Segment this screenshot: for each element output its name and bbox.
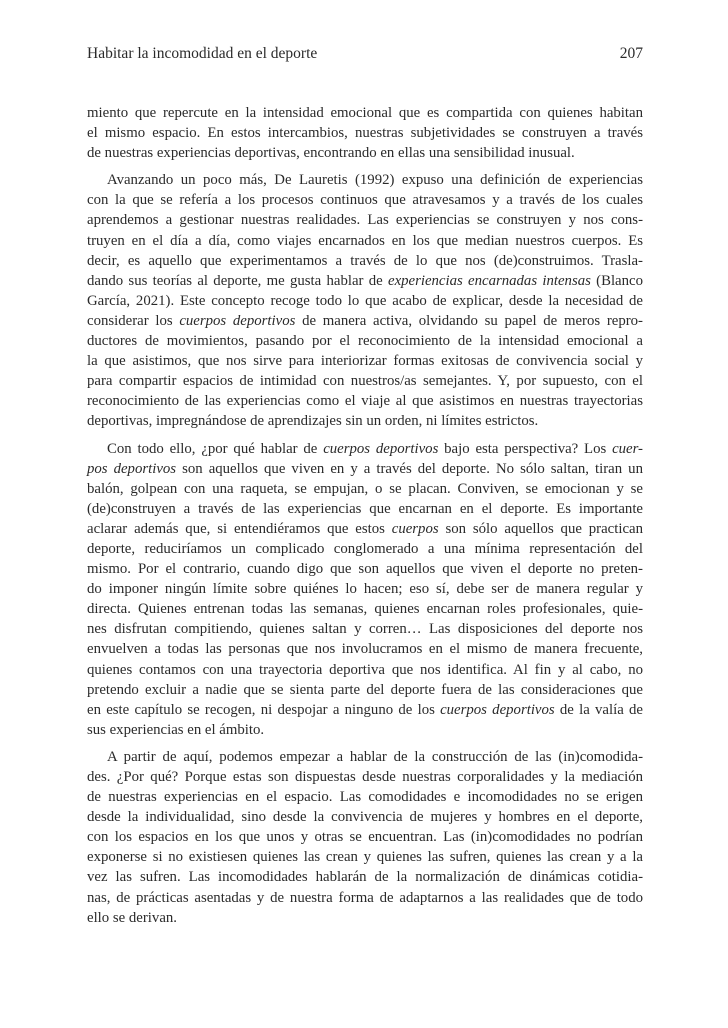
text-line	[87, 411, 643, 431]
italic-term: pos deportivos	[87, 460, 177, 477]
text-segment: quienes contamos con una trayectoria deportiva que nos identifica. Al fin y al cabo, no	[87, 661, 643, 678]
text-line	[87, 311, 643, 331]
italic-term: cuerpos deportivos	[179, 312, 296, 329]
text-line	[87, 847, 643, 867]
text-line	[87, 190, 643, 210]
text-line	[87, 867, 643, 887]
text-segment: de la valía de	[554, 701, 643, 718]
italic-term: experiencias encarnadas intensas	[388, 272, 591, 289]
text-line	[87, 888, 643, 908]
text-line	[87, 170, 643, 190]
text-segment: el mismo espacio. En estos intercambios, nuestras subjetividades se construyen a través	[87, 125, 643, 142]
text-line	[87, 827, 643, 847]
paragraph	[87, 103, 643, 163]
text-line	[87, 660, 643, 680]
text-segment: de nuestras experiencias en el espacio. Las comodidades e incomodidades no se erigen	[87, 789, 643, 806]
text-segment: sus experiencias en el ámbito.	[87, 721, 265, 738]
text-line	[87, 371, 643, 391]
text-segment: exponerse si no existiesen quienes las crean y quienes las sufren, quienes las crean y a la	[87, 849, 643, 866]
paragraph	[87, 747, 643, 928]
text-segment: (de)construyen a través de las experiencias que encarnan en el deporte. Es importante	[87, 500, 643, 517]
text-line	[87, 787, 643, 807]
text-segment: García, 2021). Este concepto recoge todo lo que acabo de explicar, desde la necesidad de	[87, 292, 643, 309]
italic-term: cuerpos deportivos	[440, 701, 555, 718]
text-segment: do imponer ningún límite sobre quiénes lo hacen; eso sí, debe ser de manera regular y	[87, 581, 643, 598]
text-line	[87, 459, 643, 479]
text-segment: vez las sufren. Las incomodidades hablarán de la normalización de dinámicas cotidia-	[87, 869, 643, 886]
text-segment: desde la individualidad, sino desde la convivencia de mujeres y hombres en el deporte,	[87, 809, 643, 826]
paragraph	[87, 170, 643, 431]
text-segment: ello se derivan.	[87, 909, 177, 926]
text-segment: A partir de aquí, podemos empezar a hablar de la construcción de las (in)comodida-	[107, 748, 643, 765]
text-segment: Con todo ello, ¿por qué hablar de	[107, 440, 324, 457]
text-line	[87, 499, 643, 519]
text-segment: de manera activa, olvidando su papel de meros repro-	[295, 312, 643, 329]
text-segment: la que asistimos, que nos sirve para interiorizar formas exitosas de convivencia social y	[87, 353, 643, 370]
text-segment: dando sus teorías al deporte, me gusta hablar de	[87, 272, 388, 289]
text-line	[87, 231, 643, 251]
text-segment: mismo. Por el contrario, cuando digo que son aquellos que viven el deporte no preten-	[87, 561, 643, 578]
text-line	[87, 539, 643, 559]
text-line	[87, 251, 643, 271]
text-line	[87, 767, 643, 787]
running-title: Habitar la incomodidad en el deporte	[87, 45, 318, 62]
text-segment: decir, es aquello que experimentamos a través de lo que nos (de)construimos. Trasla-	[87, 252, 643, 269]
text-segment: ductores de movimientos, pasando por el reconocimiento de la intensidad emocional a	[87, 333, 643, 350]
text-segment: nas, de prácticas asentadas y de nuestra forma de adaptarnos a las realidades que de todo	[87, 889, 643, 906]
italic-term: cuer-	[612, 440, 643, 457]
text-segment: aprendemos a gestionar nuestras realidades. Las experiencias se construyen y nos cons-	[87, 212, 643, 229]
text-line	[87, 391, 643, 411]
text-segment: truyen en el día a día, como viajes encarnados en los que median nuestros cuerpos. Es	[87, 232, 643, 249]
text-segment: de nuestras experiencias deportivas, encontrando en ellas una sensibilidad inusual.	[87, 145, 575, 162]
text-line	[87, 720, 643, 740]
text-line	[87, 599, 643, 619]
text-segment: son sólo aquellos que practican	[438, 520, 643, 537]
text-segment: con la que se refería a los procesos continuos que atravesamos y a través de los cuales	[87, 192, 643, 209]
text-segment: para compartir espacios de intimidad con nuestros/as semejantes. Y, por supuesto, con el	[87, 373, 643, 390]
text-segment: son aquellos que viven en y a través del deporte. No sólo saltan, tiran un	[176, 460, 643, 477]
text-segment: bajo esta perspectiva? Los	[438, 440, 613, 457]
text-segment: deporte, reduciríamos un complicado conglomerado a una mínima representación del	[87, 540, 643, 557]
text-line	[87, 351, 643, 371]
text-segment: envuelven a todas las personas que nos involucramos en el mismo de manera frecuente,	[87, 641, 643, 658]
text-segment: des. ¿Por qué? Porque estas son dispuestas desde nuestras corporalidades y la mediación	[87, 769, 643, 785]
text-line	[87, 439, 643, 459]
text-line	[87, 559, 643, 579]
text-line	[87, 103, 643, 123]
text-segment: reconocimiento de las experiencias como el viaje al que asistimos en nuestras trayectorias	[87, 393, 643, 410]
body-text	[87, 103, 643, 935]
text-segment: con los espacios en los que unos y otras se encuentran. Las (in)comodidades no podrían	[87, 829, 643, 846]
paragraph	[87, 439, 643, 740]
text-segment: nes disfrutan compitiendo, quienes saltan y corren… Las disposiciones del deporte nos	[87, 621, 643, 638]
text-line	[87, 747, 643, 767]
text-segment: aclarar además que, si entendiéramos que estos	[87, 520, 392, 537]
italic-term: cuerpos deportivos	[323, 440, 439, 457]
text-line	[87, 807, 643, 827]
text-line	[87, 479, 643, 499]
text-line	[87, 639, 643, 659]
text-segment: (Blanco	[590, 272, 643, 289]
text-line	[87, 123, 643, 143]
text-segment: miento que repercute en la intensidad emocional que es compartida con quienes habitan	[87, 105, 643, 121]
text-segment: en este capítulo se recogen, ni despojar a ninguno de los	[87, 701, 441, 718]
italic-term: cuerpos	[391, 520, 439, 537]
text-segment: pretendo excluir a nadie que se sienta parte del deporte fuera de las consideraciones que	[87, 681, 643, 698]
text-line	[87, 700, 643, 720]
text-line	[87, 271, 643, 291]
text-line	[87, 680, 643, 700]
text-line	[87, 579, 643, 599]
text-line	[87, 519, 643, 539]
text-segment: Avanzando un poco más, De Lauretis (1992) expuso una definición de experiencias	[107, 172, 643, 189]
text-line	[87, 210, 643, 230]
text-line	[87, 619, 643, 639]
page-number: 207	[619, 45, 643, 62]
text-segment: balón, golpean con una raqueta, se empujan, o se placan. Conviven, se emocionan y se	[87, 480, 643, 497]
text-line	[87, 291, 643, 311]
text-segment: deportivas, impregnándose de aprendizajes sin un orden, ni límites estrictos.	[87, 413, 539, 430]
text-line	[87, 331, 643, 351]
text-segment: directa. Quienes entrenan todas las semanas, quienes encarnan roles profesionales, quie-	[87, 601, 643, 618]
text-line	[87, 908, 643, 928]
text-segment: considerar los	[87, 312, 180, 329]
text-line	[87, 143, 643, 163]
